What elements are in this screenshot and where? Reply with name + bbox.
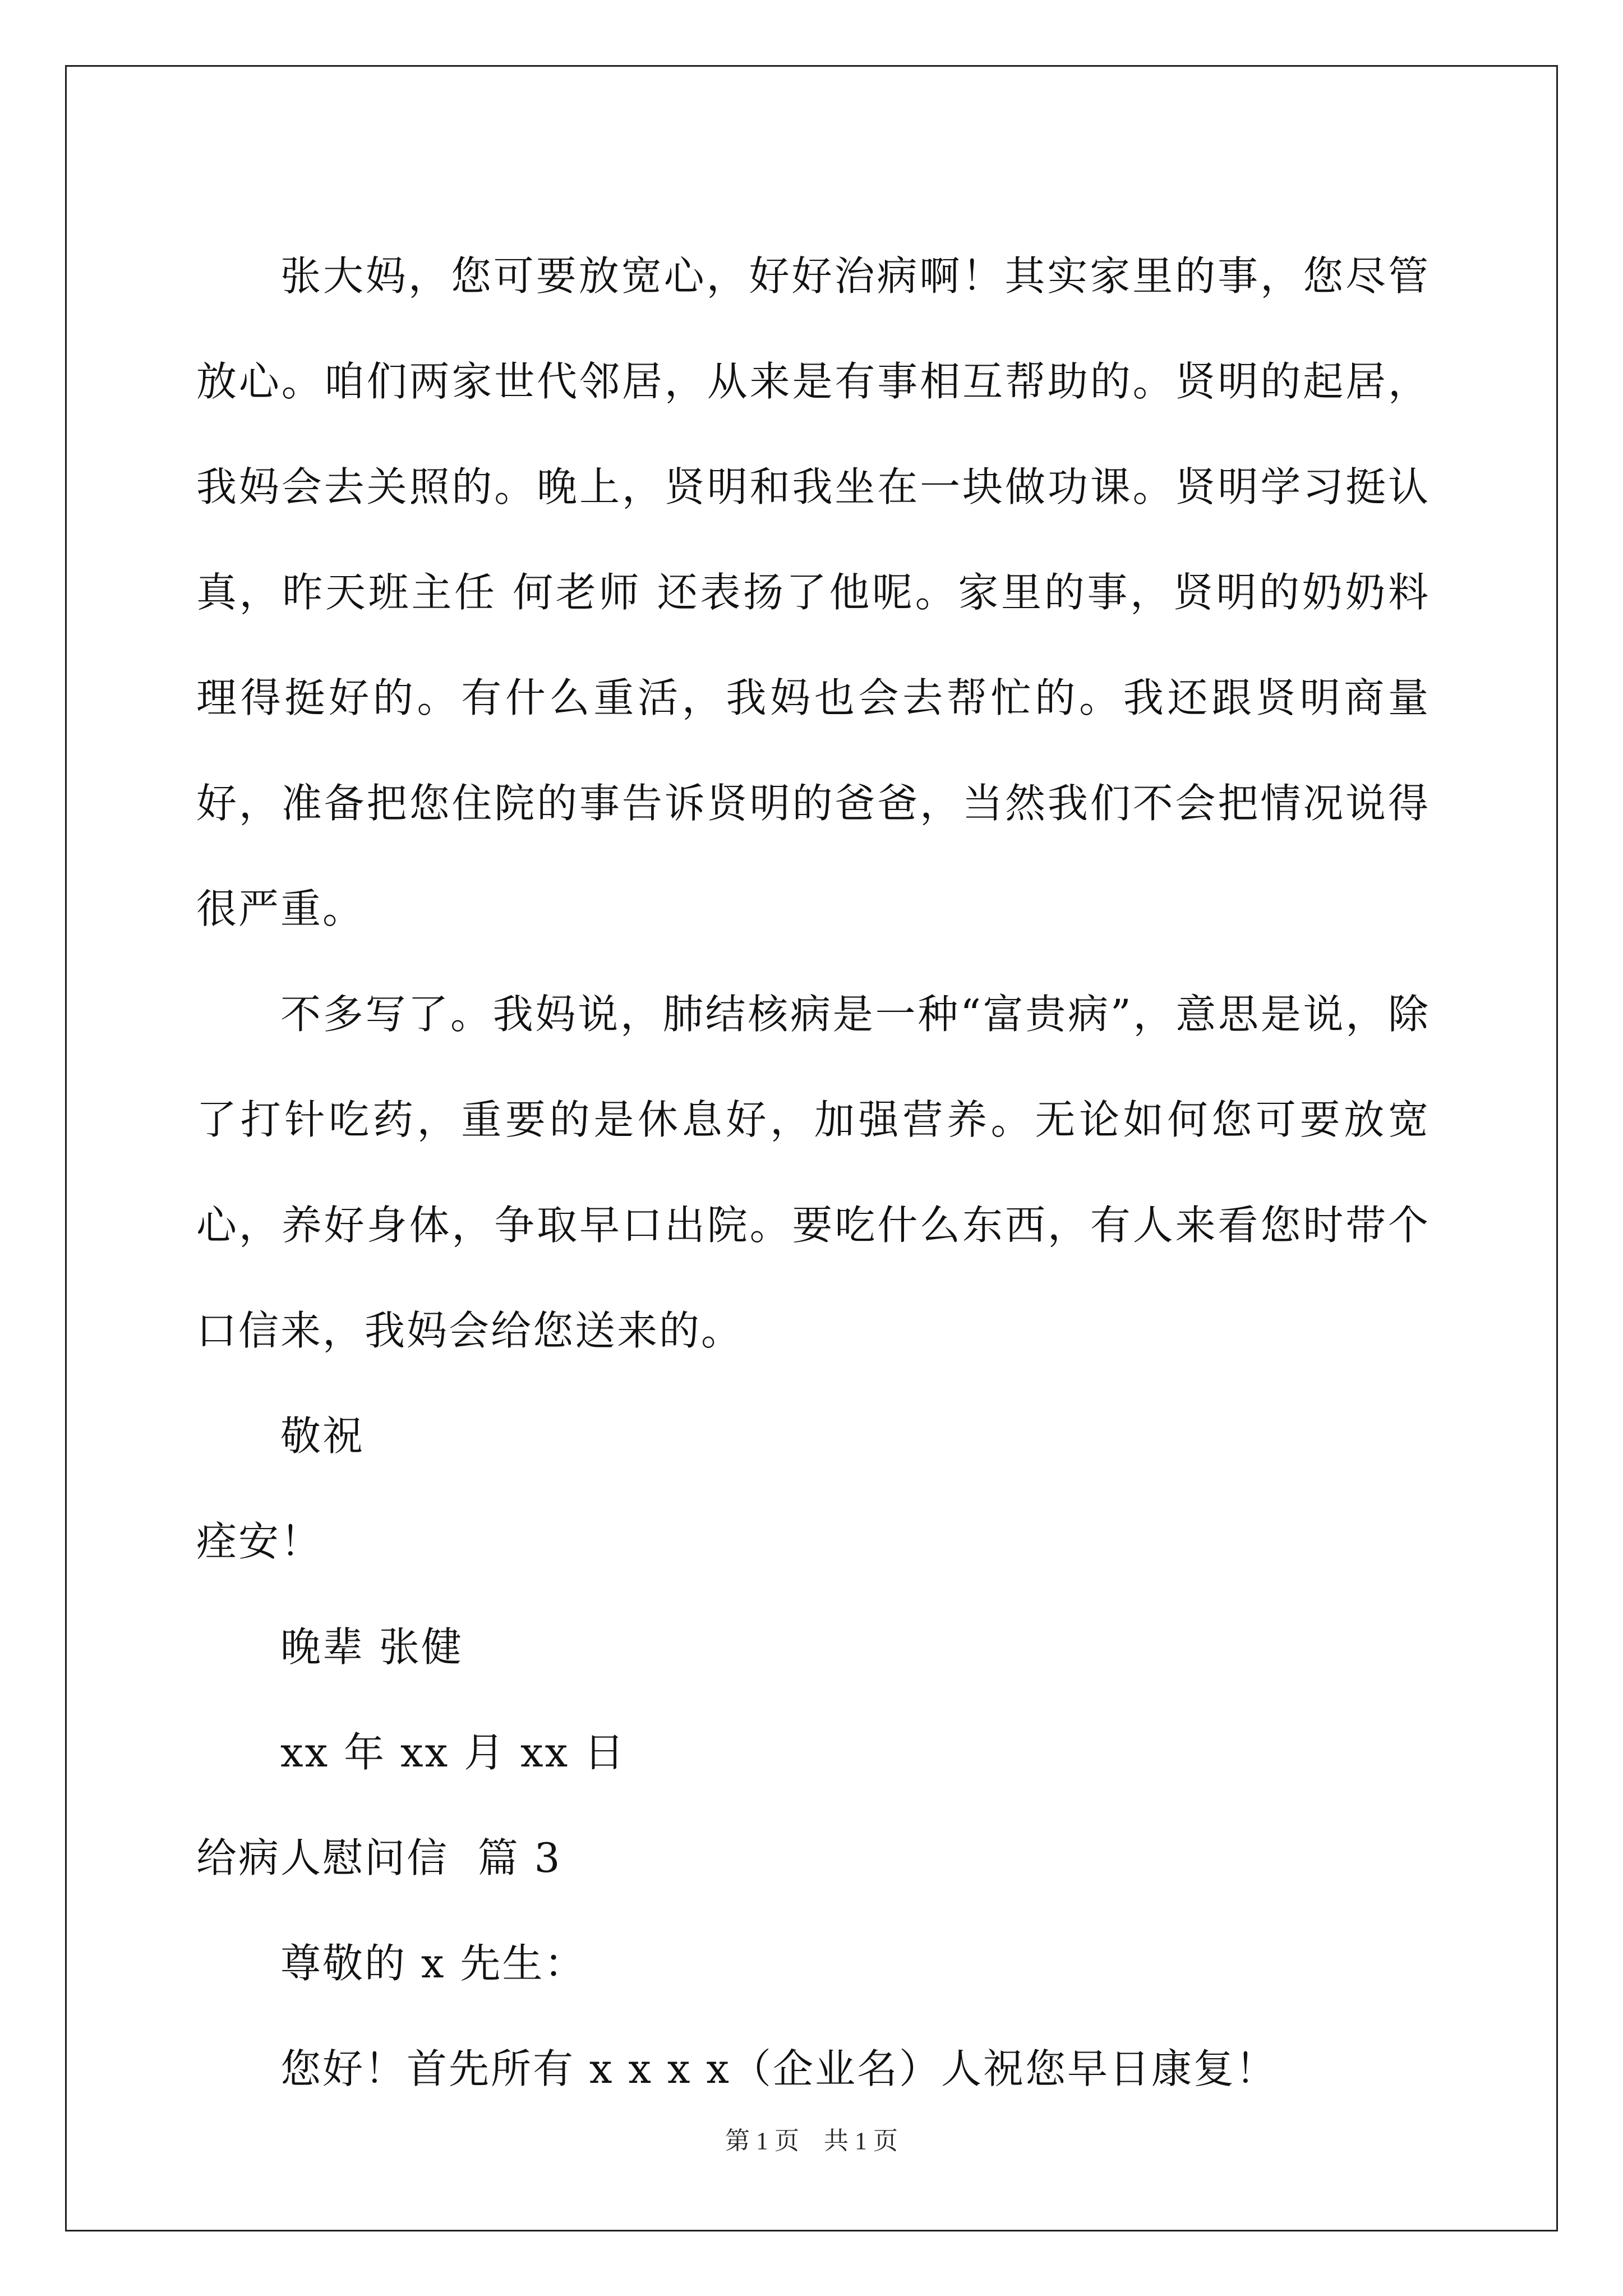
closing-line: 敬祝 <box>280 1412 365 1460</box>
paragraph-2: 不多写了。我妈说，肺结核病是一种“富贵病”，意思是说，除了打针吃药，重要的是休息好，加强营养。无论如何您可要放宽心，养好身体，争取早口出院。要吃什么东西，有人来看您时带个口信来，我妈会给您送来的。 <box>196 991 1430 1354</box>
page-footer: 第 1 页 共 1 页 <box>725 2127 898 2155</box>
document-body <box>196 223 1430 2122</box>
paragraph-1: 张大妈，您可要放宽心，好好治病啊！其实家里的事，您尽管放心。咱们两家世代邻居，从来是有事相互帮助的。贤明的起居，我妈会去关照的。晚上，贤明和我坐在一块做功课。贤明学习挺认真，昨天班主任 何老师 还表扬了他呢。家里的事，贤明的奶奶料理得挺好的。有什么重活，我妈也会去帮忙的。我还跟贤明商量好，准备把您住院的事告诉贤明的爸爸，当然我们不会把情况说得很严重。 <box>196 252 1430 932</box>
signature-line: 晚辈 张健 <box>280 1623 463 1671</box>
date-line: xx 年 xx 月 xx 日 <box>280 1729 626 1776</box>
salutation-line: 尊敬的 x 先生： <box>280 1940 587 1987</box>
greeting-line: 您好！首先所有 x x x x（企业名）人祝您早日康复！ <box>280 2045 1278 2092</box>
wish-line: 痊安！ <box>196 1518 323 1565</box>
section-title: 给病人慰问信 篇 3 <box>196 1834 562 1881</box>
